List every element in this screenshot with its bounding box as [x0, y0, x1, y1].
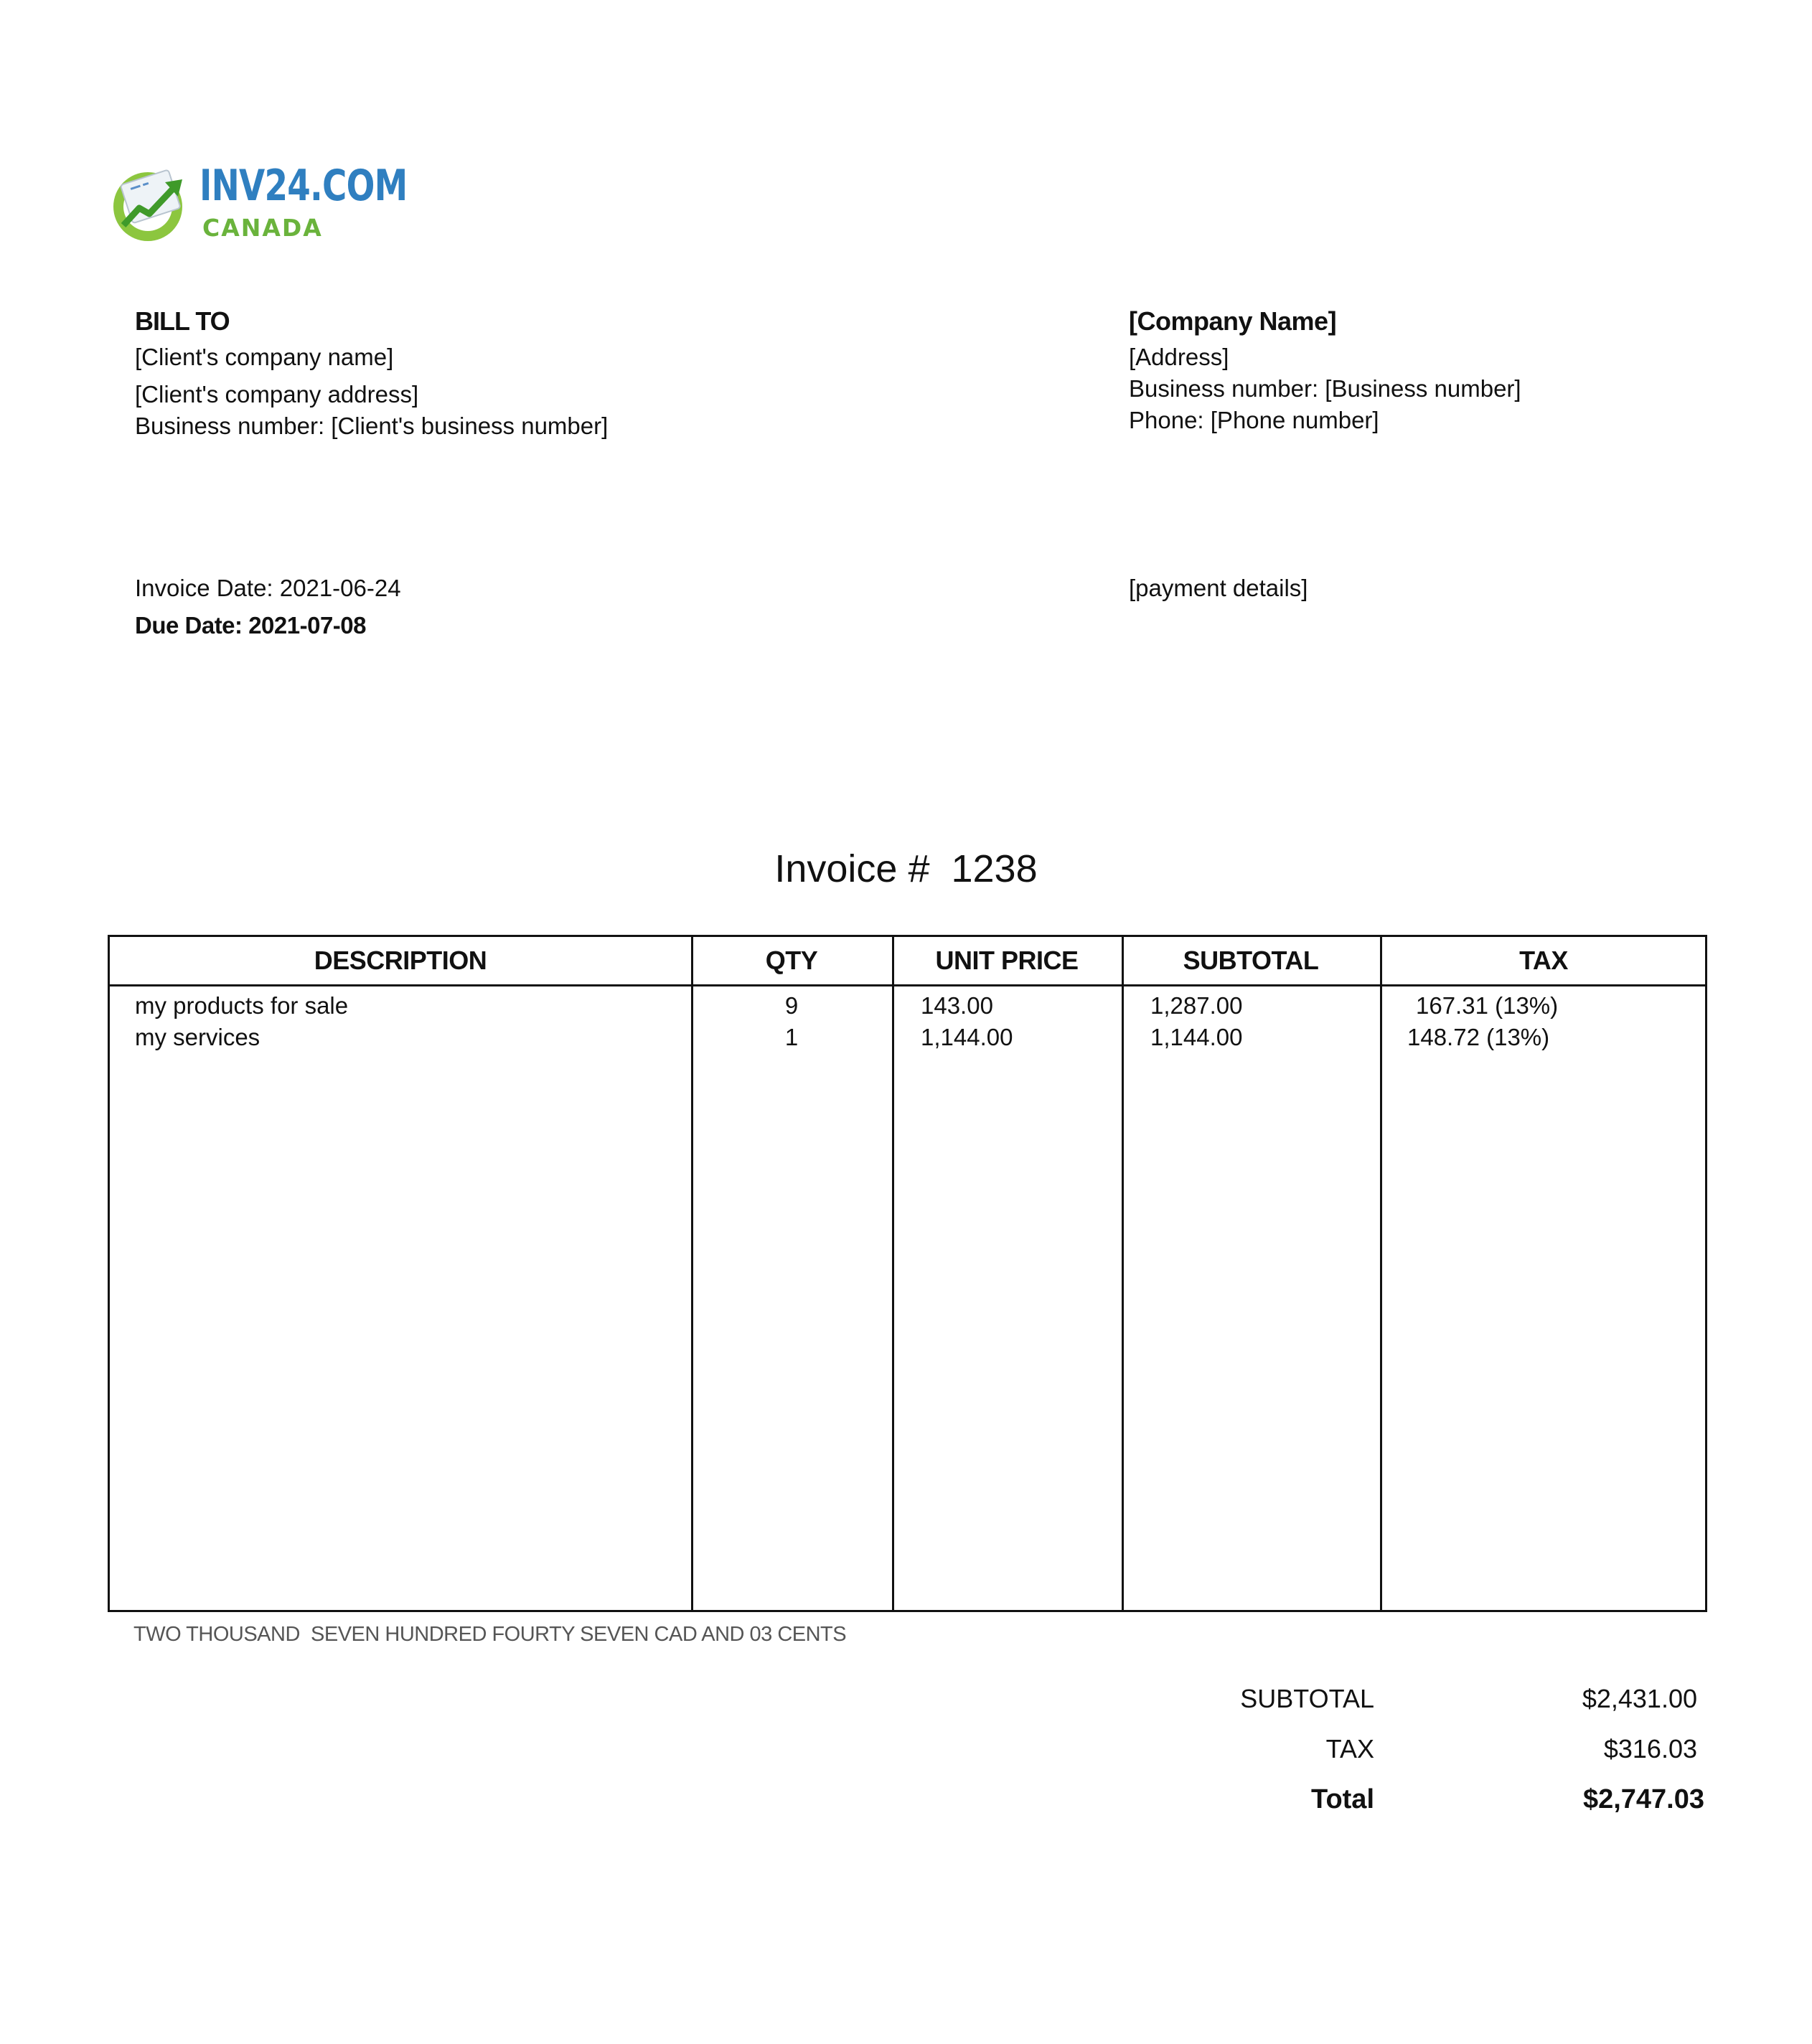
due-date: Due Date: 2021-07-08: [135, 612, 366, 639]
company-business-number: Business number: [Business number]: [1129, 375, 1521, 402]
amount-in-words: TWO THOUSAND SEVEN HUNDRED FOURTY SEVEN CAD AND 03 CENTS: [133, 1623, 847, 1646]
company-phone: Phone: [Phone number]: [1129, 407, 1379, 433]
total-label: Total: [1311, 1784, 1374, 1814]
company-name: [Company Name]: [1129, 306, 1337, 336]
payment-details: [payment details]: [1129, 575, 1308, 601]
cell-unit-price: 1,144.00: [921, 1024, 1013, 1050]
invoice-date: Invoice Date: 2021-06-24: [135, 575, 401, 601]
table-row: [110, 990, 1705, 1022]
company-logo: [108, 159, 408, 242]
bill-to-heading: BILL TO: [135, 306, 230, 336]
table-row: [110, 1022, 1705, 1053]
cell-description: my products for sale: [135, 992, 349, 1019]
header-qty: QTY: [765, 946, 818, 975]
header-subtotal: SUBTOTAL: [1183, 946, 1319, 975]
invoice-title: Invoice # 1238: [774, 847, 1038, 890]
cell-subtotal: 1,287.00: [1150, 992, 1243, 1019]
logo-text: INV24.COM: [199, 161, 408, 211]
company-block: [1129, 307, 1521, 435]
logo-subtext: CANADA: [202, 214, 323, 242]
cell-tax: 167.31 (13%): [1416, 992, 1559, 1019]
logo-chart-icon: [108, 164, 191, 242]
client-business-number: Business number: [Client's business number]: [135, 413, 609, 439]
header-description: DESCRIPTION: [314, 946, 487, 975]
cell-unit-price: 143.00: [921, 992, 993, 1019]
cell-qty: 1: [784, 1024, 799, 1050]
bill-to-block: [135, 307, 608, 441]
company-address: [Address]: [1129, 344, 1229, 370]
tax-label: TAX: [1325, 1734, 1374, 1763]
totals-block: [1148, 1674, 1708, 1824]
subtotal-label: SUBTOTAL: [1240, 1684, 1374, 1713]
subtotal-value: $2,431.00: [1582, 1684, 1697, 1713]
total-value: $2,747.03: [1582, 1784, 1704, 1814]
cell-description: my services: [135, 1024, 260, 1050]
header-divider: [110, 984, 1705, 986]
cell-qty: 9: [784, 992, 799, 1019]
tax-value: $316.03: [1603, 1734, 1697, 1763]
client-company-address: [Client's company address]: [135, 381, 419, 408]
dates-block: [135, 574, 401, 640]
cell-subtotal: 1,144.00: [1150, 1024, 1243, 1050]
cell-tax: 148.72 (13%): [1407, 1024, 1550, 1050]
header-tax: TAX: [1519, 946, 1568, 975]
subtotal-row: [1148, 1674, 1708, 1724]
tax-row: [1148, 1724, 1708, 1774]
header-unit-price: UNIT PRICE: [935, 946, 1079, 975]
line-items-table: [108, 935, 1707, 1612]
total-row: [1148, 1774, 1708, 1824]
client-company-name: [Client's company name]: [135, 344, 394, 370]
